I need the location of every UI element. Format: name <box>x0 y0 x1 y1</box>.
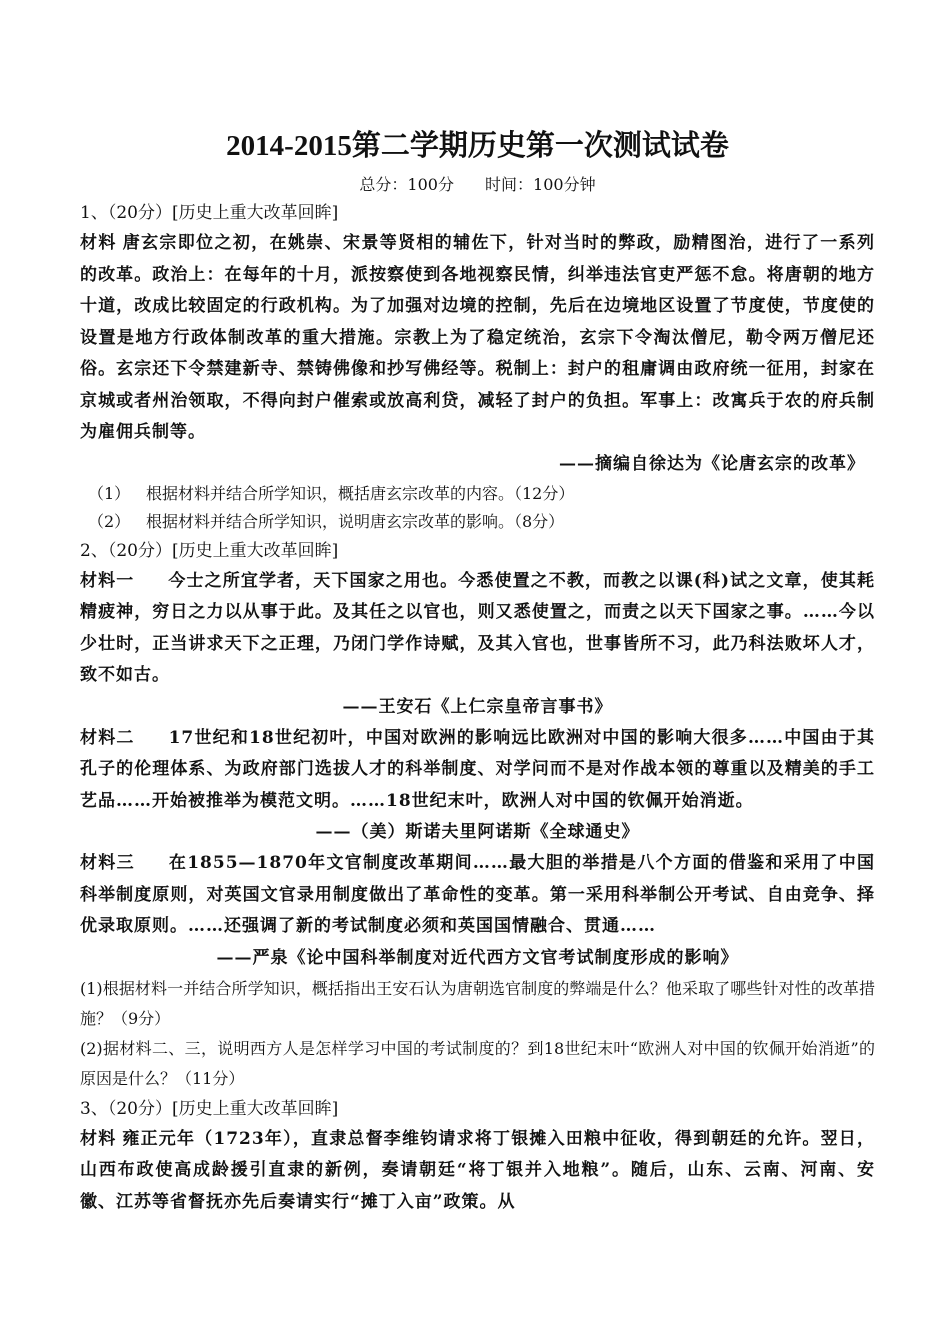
exam-meta <box>80 172 875 198</box>
material-label: 材料一 <box>80 570 135 591</box>
question-1-heading: 1、（20分）[历史上重大改革回眸] <box>80 203 339 223</box>
question-2-heading: 2、（20分）[历史上重大改革回眸] <box>80 540 339 561</box>
question-2-material-1 <box>80 566 875 692</box>
question-1-source: ——摘编自徐达为《论唐玄宗的改革》 <box>559 453 865 474</box>
question-2-material-3-source: ——严泉《论中国科举制度对近代西方文官考试制度形成的影响》 <box>216 947 739 968</box>
question-2-material-2-source: ——（美）斯诺夫里阿诺斯《全球通史》 <box>315 822 640 842</box>
exam-page <box>80 120 875 1218</box>
question-2-material-1-source: ——王安石《上仁宗皇帝言事书》 <box>342 696 613 717</box>
material-label: 材料三 <box>80 853 135 873</box>
total-score: 总分：100分 <box>359 175 454 194</box>
question-2 <box>80 536 875 1094</box>
material-label: 材料 <box>80 1128 117 1149</box>
material-text: 唐玄宗即位之初，在姚崇、宋景等贤相的辅佐下，针对当时的弊政，励精图治，进行了一系列的改革。政治上：在每年的十月，派按察使到各地视察民情，纠举违法官吏严惩不怠。将唐朝的地方十道，改成比较固定的行政机构。为了加强对边境的控制，先后在边境地区设置了节度使，节度使的设置是地方行政体制改革的重大措施。宗教上为了稳定统治，玄宗下令淘汰僧尼，勒令两万僧尼还俗。玄宗还下令禁建新寺、禁铸佛像和抄写佛经等。税制上：封户的租庸调由政府统一征用，封家在京城或者州治领取，不得向封户催索或放高利贷，减轻了封户的负担。军事上：改寓兵于农的府兵制为雇佣兵制等。 <box>80 233 876 442</box>
material-text: 雍正元年（1723年），直隶总督李维钧请求将丁银摊入田粮中征收，得到朝廷的允许。翌日，山西布政使高成龄援引直隶的新例，奏请朝廷“将丁银并入地粮”。随后，山东、云南、河南、安徽、江苏等省督抚亦先后奏请实行“摊丁入亩”政策。从 <box>80 1128 875 1212</box>
material-text: 在1855—1870年文官制度改革期间……最大胆的举措是八个方面的借鉴和采用了中国科举制度原则，对英国文官录用制度做出了革命性的变革。第一采用科举制公开考试、自由竞争、择优录取原则。……还强调了新的考试制度必须和英国国情融合、贯通…… <box>80 853 875 936</box>
material-text: 今士之所宜学者，天下国家之用也。今悉使置之不教，而教之以课(科)试之文章，使其耗精疲神，穷日之力以从事于此。及其任之以官也，则又悉使置之，而责之以天下国家之事。……今以少壮时，正当讲求天下之正理，乃闭门学作诗赋，及其入官也，世事皆所不习，此乃科法败坏人才，致不如古。 <box>80 570 876 685</box>
sub-text: 根据材料并结合所学知识，概括唐玄宗改革的内容。（12分） <box>146 483 575 503</box>
question-1-material <box>80 228 875 449</box>
material-text: 17世纪和18世纪初叶，中国对欧洲的影响远比欧洲对中国的影响大很多……中国由于其孔子的伦理体系、为政府部门选拔人才的科举制度、对学问而不是对作战本领的尊重以及精美的手工艺品……开始被推举为模范文明。……18世纪末叶，欧洲人对中国的钦佩开始消逝。 <box>80 727 875 811</box>
question-2-material-3 <box>80 848 875 943</box>
sub-number: （1） <box>88 483 131 503</box>
question-3-material <box>80 1124 875 1219</box>
sub-number: （2） <box>88 511 131 531</box>
question-3-heading: 3、（20分）[历史上重大改革回眸] <box>80 1098 339 1119</box>
material-label: 材料二 <box>80 727 135 748</box>
exam-time: 时间：100分钟 <box>485 175 596 194</box>
question-1-sub-2 <box>80 508 875 536</box>
question-1 <box>80 198 875 536</box>
question-1-sub-1 <box>80 480 875 508</box>
exam-title: 2014-2015第二学期历史第一次测试试卷 <box>226 130 729 162</box>
question-2-sub-2: (2)据材料二、三，说明西方人是怎样学习中国的考试制度的？到18世纪末叶“欧洲人对中国的钦佩开始消逝”的原因是什么？（11分） <box>80 1038 875 1088</box>
material-label: 材料 <box>80 233 117 253</box>
sub-text: 根据材料并结合所学知识，说明唐玄宗改革的影响。（8分） <box>146 511 565 531</box>
question-2-sub-1: (1)根据材料一并结合所学知识，概括指出王安石认为唐朝选官制度的弊端是什么？他采取了哪些针对性的改革措施？（9分） <box>80 978 875 1028</box>
question-3 <box>80 1094 875 1219</box>
question-2-material-2 <box>80 723 875 818</box>
